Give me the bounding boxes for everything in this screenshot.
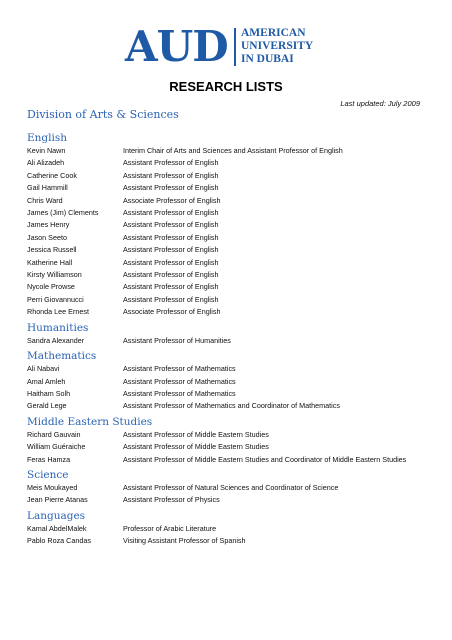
person-name: Kamal AbdelMalek (27, 523, 87, 533)
person-role: Interim Chair of Arts and Sciences and Assistant Professor of English (123, 146, 343, 155)
person-role: Assistant Professor of Physics (123, 495, 220, 505)
person-name: Sandra Alexander (27, 335, 85, 345)
section-title: Humanities (27, 321, 89, 334)
person-name: Meis Moukayed (27, 482, 78, 492)
person-row (27, 400, 427, 412)
person-name: James Henry (27, 220, 70, 230)
person-row (27, 441, 427, 453)
person-name: Kirsty Williamson (27, 270, 82, 280)
person-name: Richard Gauvain (27, 429, 81, 439)
person-name: James (Jim) Clements (27, 208, 99, 218)
person-role: Assistant Professor of Mathematics and Coordinator of Mathematics (123, 401, 340, 411)
person-row (27, 219, 427, 231)
person-name: Jessica Russell (27, 245, 77, 255)
person-name: Pablo Roza Candas (27, 536, 91, 546)
person-row (27, 182, 427, 194)
logo-wordmark (241, 27, 313, 66)
person-row (27, 157, 427, 169)
person-row (27, 363, 427, 375)
person-row (27, 306, 427, 318)
section-science (27, 469, 427, 507)
person-role: Visiting Assistant Professor of Spanish (123, 536, 246, 546)
person-role: Assistant Professor of Mathematics (123, 364, 236, 374)
person-name: Ali Nabavi (27, 364, 60, 374)
person-row (27, 294, 427, 306)
person-row (27, 195, 427, 207)
section-mathematics (27, 350, 427, 413)
logo-divider (234, 28, 236, 66)
person-name: Gerald Lege (27, 401, 67, 411)
person-role: Assistant Professor of Middle Eastern Studies (123, 442, 269, 452)
person-role: Assistant Professor of English (123, 170, 219, 180)
person-row (27, 170, 427, 182)
person-name: Rhonda Lee Ernest (27, 307, 89, 317)
person-row (27, 429, 427, 441)
person-row (27, 269, 427, 281)
person-role: Professor of Arabic Literature (123, 523, 217, 533)
person-role: Associate Professor of English (123, 307, 221, 317)
logo-abbreviation: AUD (125, 22, 228, 71)
person-role: Assistant Professor of English (123, 208, 219, 218)
person-role: Associate Professor of English (123, 195, 221, 205)
person-name: Jason Seeto (27, 232, 67, 242)
person-role: Assistant Professor of Mathematics (123, 388, 236, 398)
person-row (27, 388, 427, 400)
person-role: Assistant Professor of English (123, 158, 219, 168)
person-role: Assistant Professor of Mathematics (123, 376, 236, 386)
division-heading: Division of Arts & Sciences (27, 108, 179, 121)
logo-line: AMERICAN (241, 27, 306, 39)
person-row (27, 281, 427, 293)
section-title: Science (27, 468, 69, 481)
person-name: Nycole Prowse (27, 282, 75, 292)
last-updated-note: Last updated: July 2009 (340, 99, 420, 108)
person-row (27, 232, 427, 244)
logo-line: UNIVERSITY (241, 40, 314, 52)
section-title: Mathematics (27, 350, 97, 363)
person-name: Jean Pierre Atanas (27, 495, 88, 505)
aud-logo (125, 24, 340, 70)
section-title: Languages (27, 509, 86, 522)
research-list (27, 108, 427, 551)
person-row (27, 335, 427, 347)
person-name: Chris Ward (27, 195, 63, 205)
person-row (27, 376, 427, 388)
person-row (27, 244, 427, 256)
section-title: Middle Eastern Studies (27, 415, 153, 428)
person-role: Assistant Professor of Natural Sciences and Coordinator of Science (123, 482, 339, 492)
person-role: Assistant Professor of Middle Eastern Studies (123, 429, 269, 439)
person-row (27, 494, 427, 506)
person-role: Assistant Professor of English (123, 245, 219, 255)
person-role: Assistant Professor of English (123, 183, 219, 193)
sections-container (27, 132, 427, 548)
person-row (27, 257, 427, 269)
person-name: Feras Hamza (27, 454, 71, 464)
section-title: English (27, 132, 68, 144)
section-languages (27, 510, 427, 548)
section-english (27, 132, 427, 319)
person-role: Assistant Professor of Humanities (123, 335, 231, 345)
person-name: Amal Amleh (27, 376, 66, 386)
person-name: Haitham Solh (27, 388, 71, 398)
person-role: Assistant Professor of English (123, 220, 219, 230)
logo-line: IN DUBAI (241, 53, 294, 65)
person-row (27, 523, 427, 535)
section-middle-eastern-studies (27, 416, 427, 466)
person-name: Ali Alizadeh (27, 158, 65, 168)
person-role: Assistant Professor of English (123, 257, 219, 267)
person-row (27, 207, 427, 219)
person-role: Assistant Professor of English (123, 270, 219, 280)
person-name: Katherine Hall (27, 257, 73, 267)
page-title: RESEARCH LISTS (169, 79, 283, 94)
person-name: William Guéraiche (27, 442, 86, 452)
person-role: Assistant Professor of English (123, 294, 219, 304)
person-row (27, 535, 427, 547)
section-humanities (27, 322, 427, 347)
person-role: Assistant Professor of English (123, 282, 219, 292)
person-name: Perri Giovannucci (27, 294, 84, 304)
person-row (27, 482, 427, 494)
person-name: Catherine Cook (27, 170, 77, 180)
person-name: Kevin Nawn (27, 146, 66, 155)
person-name: Gail Hammill (27, 183, 68, 193)
person-role: Assistant Professor of English (123, 232, 219, 242)
person-role: Assistant Professor of Middle Eastern Studies and Coordinator of Middle Eastern Studies (123, 454, 407, 464)
person-row (27, 454, 427, 466)
person-row (27, 145, 427, 157)
